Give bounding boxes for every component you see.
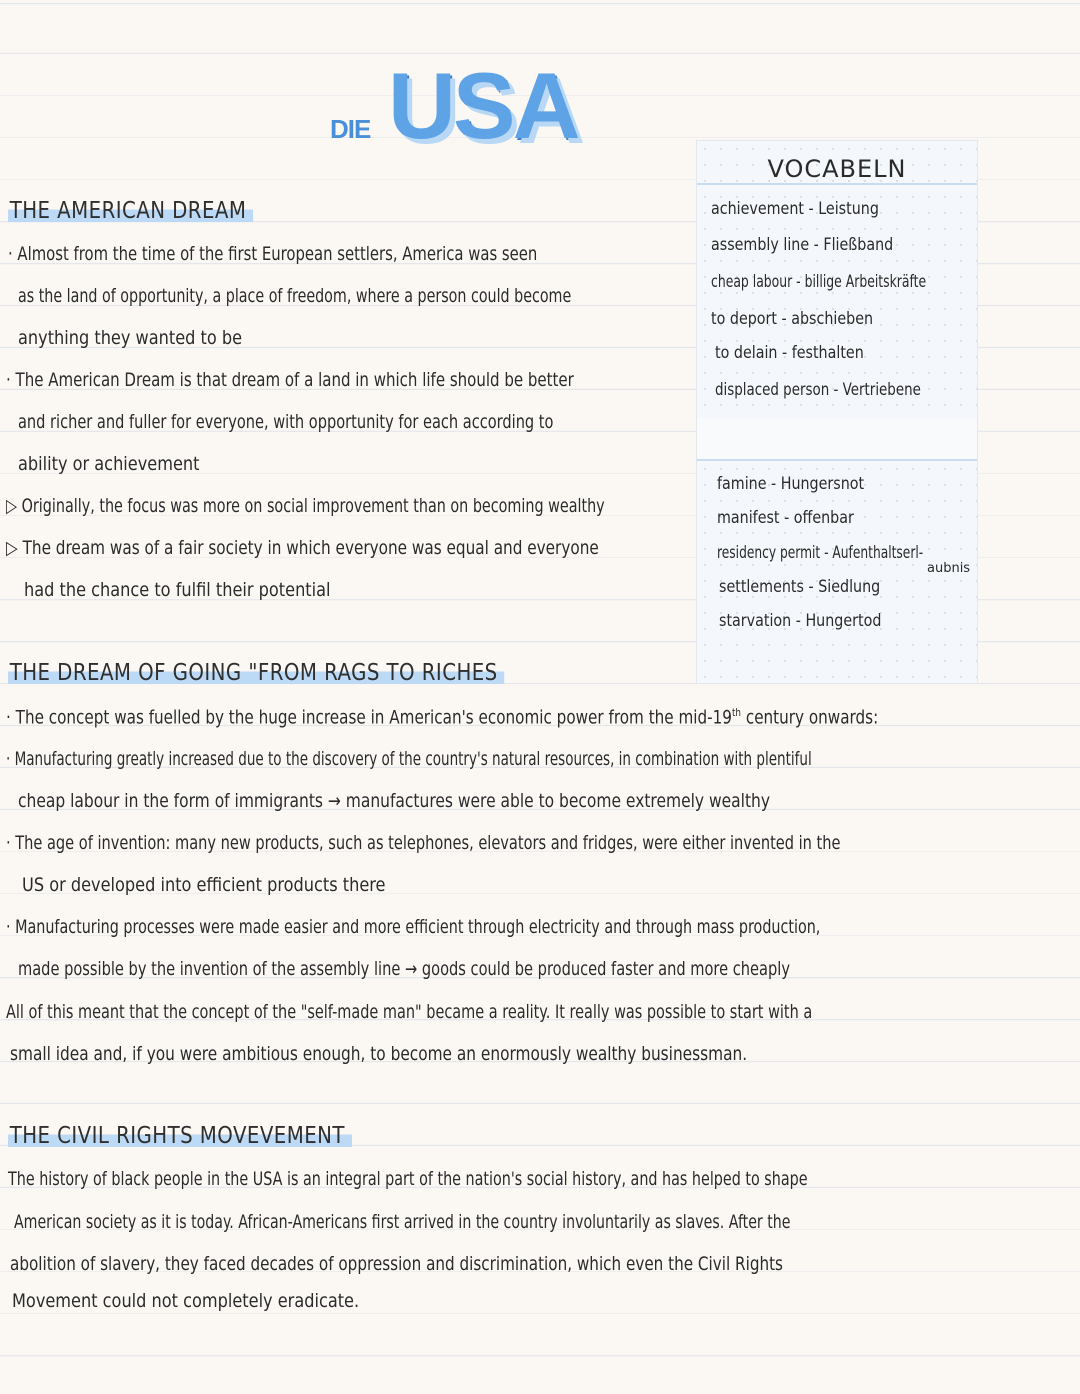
vocab-item: assembly line - Fließband [711,235,894,255]
text-line: · Almost from the time of the first European settlers, America was seen [8,243,538,265]
text-line: ability or achievement [18,453,200,475]
vocab-item: to delain - festhalten [715,343,864,363]
text-line: · The American Dream is that dream of a land in which life should be better [6,369,574,391]
text-line: · Manufacturing processes were made easier and more efficient through electricity and through mass production, [6,916,821,938]
text-line: American society as it is today. African-Americans first arrived in the country involuntarily as slaves. After the [14,1211,791,1233]
heading-rags-to-riches: THE DREAM OF GOING "FROM RAGS TO RICHES [8,660,505,686]
text-line: · The age of invention: many new products, such as telephones, elevators and fridges, were either invented in the [6,832,841,854]
vocab-item: cheap labour - billige Arbeitskräfte [711,272,927,292]
text-line: All of this meant that the concept of the "self-made man" became a reality. It really was possible to start with a [6,1001,813,1023]
vocab-item: to deport - abschieben [711,309,874,329]
text-line: · Manufacturing greatly increased due to the discovery of the country's natural resources, in combination with plentiful [6,748,812,770]
vocab-item: displaced person - Vertriebene [715,380,921,400]
text-line: and richer and fuller for everyone, with opportunity for each according to [18,411,554,433]
vocab-title: VOCABELN [767,155,907,183]
vocab-title-rule [697,183,977,185]
vocab-section-rule [697,459,977,461]
text-line: cheap labour in the form of immigrants → manufactures were able to become extremely wealthy [18,790,771,812]
text-line: made possible by the invention of the assembly line → goods could be produced faster and more cheaply [18,958,790,980]
vocab-box [696,140,978,684]
title-main: USA [388,53,578,158]
title-prefix: DIE [330,114,371,144]
text-line: anything they wanted to be [18,327,243,349]
text-line: had the chance to fulfil their potential [24,579,331,601]
vocab-divider-band [697,419,977,459]
text-line: ▷ Originally, the focus was more on social improvement than on becoming wealthy [6,495,605,517]
heading-civil-rights: THE CIVIL RIGHTS MOVEVEMENT [8,1123,352,1149]
text-line: ▷ The dream was of a fair society in which everyone was equal and everyone [6,537,599,559]
vocab-item-continuation: aubnis [927,561,971,576]
text-line: abolition of slavery, they faced decades of oppression and discrimination, which even the Civil Rights [10,1253,783,1275]
text-line: Movement could not completely eradicate. [12,1290,360,1312]
heading-american-dream: THE AMERICAN DREAM [8,198,253,224]
text-line: The history of black people in the USA is an integral part of the nation's social history, and has helped to shape [8,1168,808,1190]
vocab-item: famine - Hungersnot [717,474,865,494]
vocab-item: residency permit - Aufenthaltserl- [717,543,924,563]
vocab-item: settlements - Siedlung [719,577,881,597]
text-line: US or developed into efficient products there [22,874,386,896]
vocab-item: starvation - Hungertod [719,611,882,631]
text-line: · The concept was fuelled by the huge increase in American's economic power from the mid-19th century onwards: [6,706,879,729]
vocab-item: manifest - offenbar [717,508,854,528]
text-line: small idea and, if you were ambitious enough, to become an enormously wealthy businessman. [10,1043,748,1065]
vocab-item: achievement - Leistung [711,199,879,219]
text-line: as the land of opportunity, a place of freedom, where a person could become [18,285,572,307]
